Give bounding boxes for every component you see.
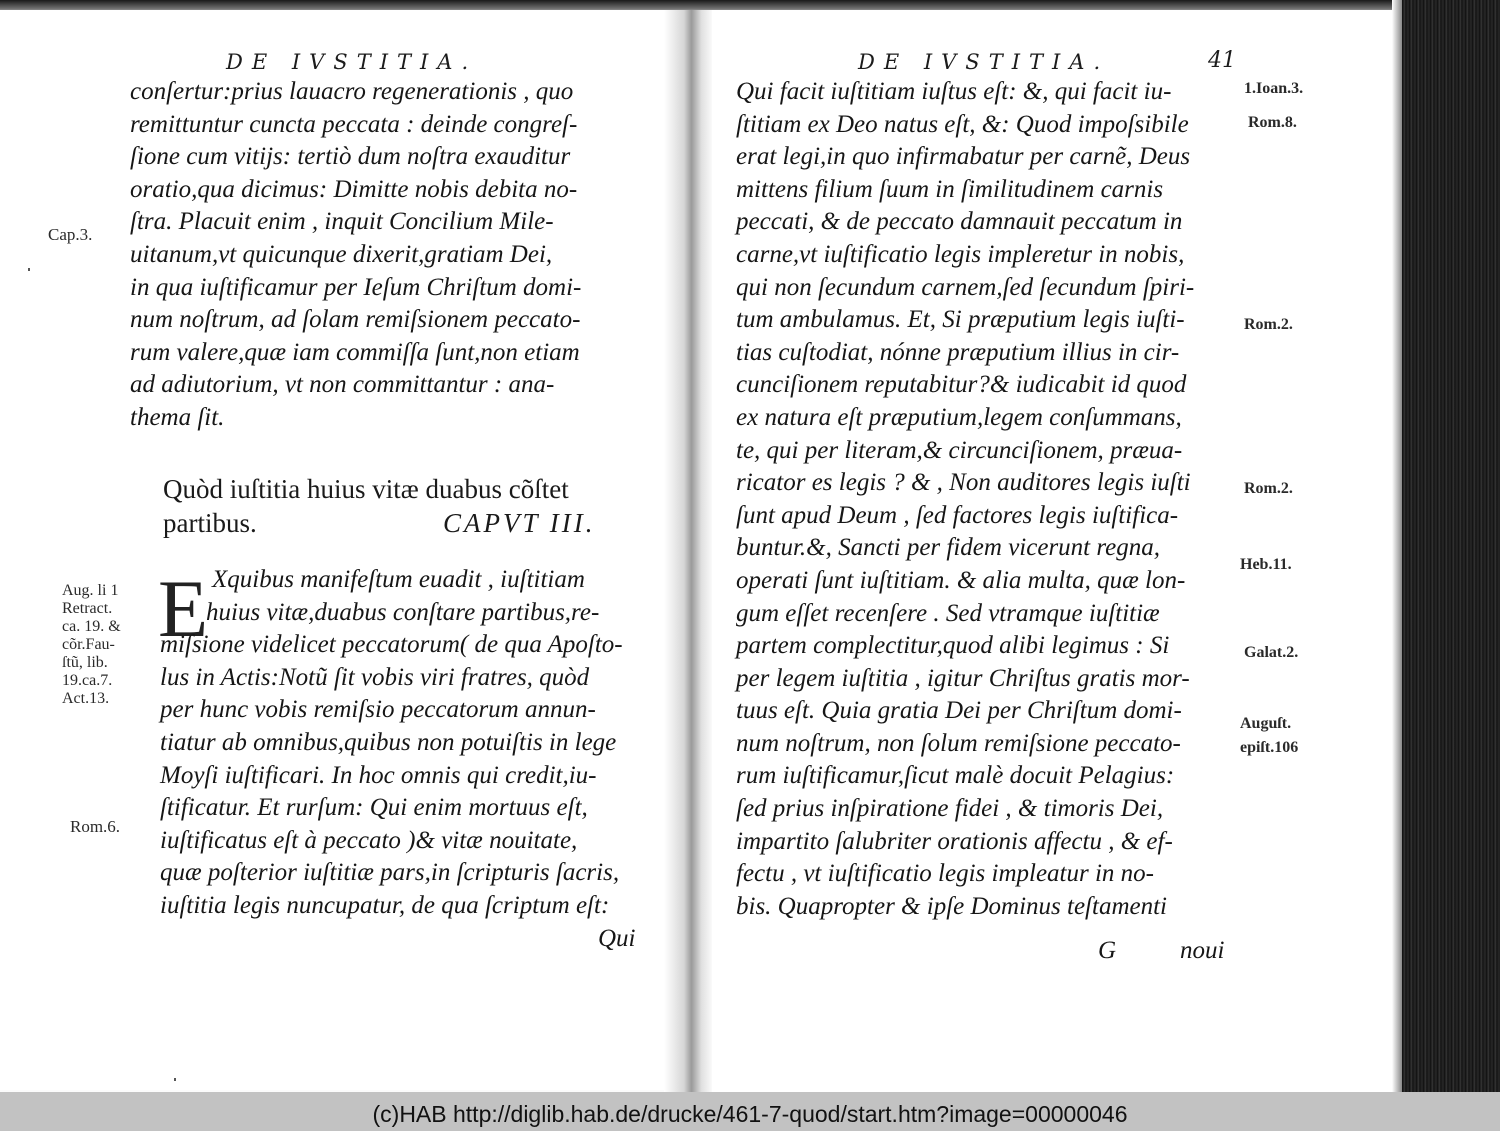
right-catchword — [1180, 935, 1224, 968]
margin-note-rom6: Rom.6. — [70, 817, 121, 836]
text-line: tuus eſt. Quia gratia Dei per Chriſtum domi- — [736, 697, 1182, 725]
margin-note-rom2b: Rom.2. — [1244, 480, 1293, 497]
chapter-heading — [163, 472, 623, 542]
text-line: Qui facit iuſtitiam iuſtus eſt: &, qui facit iu- — [736, 78, 1172, 105]
margin-note-august: Auguſt. epiſt.106 — [1240, 715, 1299, 756]
text-line: iuſtitia legis nuncupatur, de qua ſcriptum eſt: — [160, 891, 610, 919]
text-line: te, qui per literam,& circunciſionem, præua- — [736, 436, 1183, 464]
footer-bar — [0, 1092, 1500, 1131]
text-line: Moyſi iuſtificari. In hoc omnis qui credit,iu- — [160, 761, 597, 789]
text-line: impartito ſalubriter orationis affectu , & ef- — [736, 827, 1173, 855]
margin-note-cap3: Cap.3. — [48, 225, 93, 244]
text-line: Xquibus manifeſtum euadit , iuſtitiam — [212, 566, 585, 593]
text-line: in qua iuſtificamur per Ieſum Chriſtum domi- — [130, 273, 582, 301]
text-line: lus in Actis:Notũ ſit vobis viri fratres, quòd — [160, 663, 590, 691]
text-line: ſtificatur. Et rurſum: Qui enim mortuus eſt, — [160, 794, 588, 822]
text-line: erat legi,in quo infirmabatur per carnẽ, Deus — [736, 143, 1191, 171]
text-line: buntur.&, Sancti per fidem vicerunt regna, — [736, 534, 1161, 562]
margin-note-rom2a: Rom.2. — [1244, 316, 1293, 333]
margin-note-rom8: Rom.8. — [1248, 114, 1297, 131]
text-line: qui non ſecundum carnem,ſed ſecundum ſpiri- — [736, 273, 1195, 301]
chapter-heading-line1: Quòd iuſtitia huius vitæ duabus cõſtet — [163, 474, 569, 504]
book-gutter — [664, 10, 714, 1092]
right-catchword-text: noui — [1180, 937, 1225, 964]
text-line: rum iuſtificamur,ſicut malè docuit Pelagius: — [736, 762, 1175, 790]
text-line: remittuntur cuncta peccata : deinde congreſ- — [130, 110, 578, 138]
left-paragraph-1 — [130, 76, 581, 435]
text-line: per hunc vobis remiſsio peccatorum annun- — [160, 696, 596, 724]
text-line: ex natura eſt præputium,legem conſummans, — [736, 403, 1182, 431]
text-line: bis. Quapropter & ipſe Dominus teſtamenti — [736, 892, 1167, 920]
text-line: ad adiutorium, vt non committantur : ana- — [130, 371, 555, 399]
signature-mark — [1098, 935, 1116, 968]
text-line: per legem iuſtitia , igitur Chriſtus gratis mor- — [736, 664, 1190, 692]
drop-cap: E — [158, 563, 209, 654]
margin-note-galat: Galat.2. — [1244, 644, 1299, 661]
left-catchword — [598, 923, 636, 956]
text-line: ſtra. Placuit enim , inquit Concilium Mile- — [130, 208, 554, 236]
text-line: partem complectitur,quod alibi legimus : Si — [736, 632, 1170, 660]
text-line: quæ poſterior iuſtitiæ pars,in ſcripturis ſacris, — [160, 859, 620, 887]
text-line: uitanum,vt quicunque dixerit,gratiam Dei, — [130, 240, 553, 268]
scan-speck — [174, 1078, 176, 1081]
left-catchword-text: Qui — [598, 925, 636, 952]
text-line: ſione cum vitijs: tertiò dum noſtra exauditur — [130, 143, 571, 171]
text-line: tiatur ab omnibus,quibus non potuiſtis in lege — [160, 728, 617, 756]
text-line: rum valere,quæ iam commiſſa ſunt,non etiam — [130, 338, 580, 366]
text-line: oratio,qua dicimus: Dimitte nobis debita no- — [130, 175, 578, 203]
text-line: thema ſit. — [130, 403, 225, 431]
text-line: tum ambulamus. Et, Si præputium legis iuſti- — [736, 306, 1185, 334]
text-line: iuſtificatus eſt à peccato )& vitæ nouitate, — [160, 826, 578, 854]
signature-text: G — [1098, 937, 1117, 964]
text-line: conſertur:prius lauacro regenerationis , quo — [130, 78, 574, 105]
text-line: miſsione videlicet peccatorum( de qua Apoſto- — [160, 631, 623, 659]
right-paragraph — [736, 76, 1194, 923]
text-line: num noſtrum, ad ſolam remiſsionem peccato- — [130, 306, 581, 334]
scan-speck — [28, 268, 30, 271]
left-running-head: DE IVSTITIA. — [226, 50, 478, 74]
text-line: cunciſionem reputabitur?& iudicabit id quod — [736, 371, 1187, 399]
text-line: ſed prius inſpiratione fidei , & timoris Dei, — [736, 795, 1164, 823]
text-line: tias cuſtodiat, nónne præputium illius in cir- — [736, 338, 1180, 366]
chapter-heading-line2: partibus. — [163, 508, 257, 538]
text-line: carne,vt iuſtificatio legis impleretur in nobis, — [736, 240, 1185, 268]
text-line: operati ſunt iuſtitiam. & alia multa, quæ lon- — [736, 566, 1186, 594]
margin-note-ioan: 1.Ioan.3. — [1244, 80, 1304, 97]
left-paragraph-2 — [160, 564, 623, 923]
text-line: fectu , vt iuſtificatio legis impleatur in no- — [736, 860, 1154, 888]
text-line: ſunt apud Deum , ſed factores legis iuſtifica- — [736, 501, 1179, 529]
text-line: huius vitæ,duabus conſtare partibus,re- — [206, 598, 600, 626]
margin-note-heb: Heb.11. — [1240, 556, 1292, 573]
book-edge-dark — [1392, 0, 1500, 1092]
chapter-caput: CAPVT III. — [443, 508, 596, 538]
text-line: ricator es legis ? & , Non auditores legis iuſti — [736, 469, 1191, 497]
text-line: mittens filium ſuum in ſimilitudinem carnis — [736, 175, 1164, 203]
page-number: 41 — [1208, 48, 1236, 73]
right-running-head: DE IVSTITIA. — [858, 50, 1110, 74]
text-line: num noſtrum, non ſolum remiſsione peccato- — [736, 729, 1181, 757]
text-line: ſtitiam ex Deo natus eſt, &: Quod impoſsibile — [736, 110, 1189, 138]
footer-credit: (c)HAB http://diglib.hab.de/drucke/461-7-quod/start.htm?image=00000046 — [372, 1101, 1128, 1127]
margin-note-aug: Aug. li 1 Retract. ca. 19. & cõr.Fau- ſtũ, lib. 19.ca.7. Act.13. — [62, 582, 121, 707]
text-line: peccati, & de peccato damnauit peccatum in — [736, 208, 1183, 236]
text-line: gum eſſet recenſere . Sed vtramque iuſtitiæ — [736, 599, 1160, 627]
